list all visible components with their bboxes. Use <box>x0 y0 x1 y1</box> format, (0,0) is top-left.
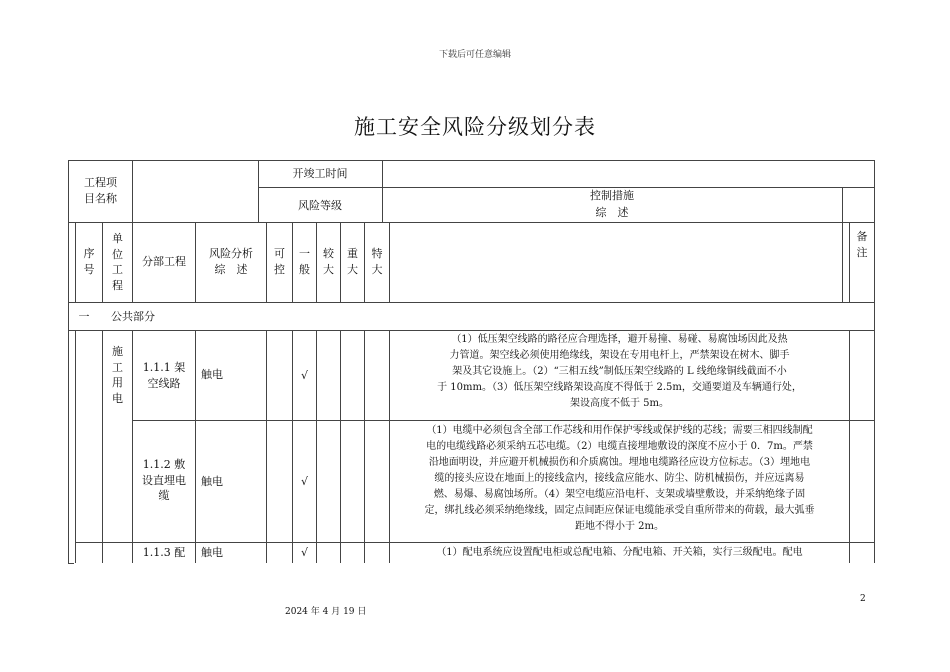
row-sub-project: 1.1.2 敷 设直埋电 缆 <box>142 458 186 502</box>
risk-level-label: 风险等级 <box>298 199 342 212</box>
section-number: 一 <box>78 310 90 323</box>
row-risk: 触电 <box>201 546 223 559</box>
header-seq: 序 号 <box>83 247 95 276</box>
header-major: 重 大 <box>347 247 358 276</box>
row-measures: （1）低压架空线路的路径应合理选择，避开易撞、易碰、易腐蚀场因此及热 力管道。架空线必须使用绝缘线，架设在专用电杆上，严禁架设在树木、脚手 架及其它设施上。（2）“三相五线”制低压架空线路的 L 线绝缘铜线截面不小 于 10mm。（3）低压架空线路架设高度不得低于 2.5m，交通要道及车辆通行处， 架设高度不低于 5m。 <box>437 334 802 409</box>
header-remark: 备 注 <box>856 230 868 259</box>
section-label: 公共部分 <box>111 310 155 323</box>
header-larger: 较 大 <box>323 247 334 276</box>
unit-name: 施 工 用 电 <box>112 345 123 405</box>
row-level-mark: √ <box>300 369 308 382</box>
control-measures-label: 控制措施 <box>590 189 634 202</box>
row-sub-project: 1.1.3 配 <box>142 546 186 559</box>
row-risk: 触电 <box>201 368 223 381</box>
header-unit: 单 位 工 程 <box>112 232 123 292</box>
row-measures: （1）电缆中必须包含全部工作芯线和用作保护零线或保护线的芯线；需要三相四线制配 电的电缆线路必须采纳五芯电缆。（2）电缆直接埋地敷设的深度不应小于 0．7m。严禁 沿地面明设，并应避开机械损伤和介质腐蚀。埋地电缆路径应设方位标志。（3）埋地电 缆的接头应设在地面上的接线盒内，接线盒应能水、防尘、防机械损伤，并应远离易 燃、易爆、易腐蚀场所。（4）架空电缆应沿电杆、支架或墙壁敷设，并采纳绝缘子固 定，绑扎线必须采纳绝缘线，固定点间距应保证电缆能承受自重所带来的荷载，最大弧垂 距地不得小于 2m。 <box>424 425 815 532</box>
row-sub-project: 1.1.1 架 空线路 <box>142 361 186 390</box>
summary-label: 综 述 <box>595 206 629 219</box>
row-measures: （1）配电系统应设置配电柜或总配电箱、分配电箱、开关箱，实行三级配电。配电 <box>436 547 803 558</box>
header-controllable: 可 控 <box>274 247 285 276</box>
page-number: 2 <box>860 594 866 604</box>
header-general: 一 般 <box>299 247 310 276</box>
page-title: 施工安全风险分级划分表 <box>354 115 596 139</box>
header-extra-major: 特 大 <box>371 247 383 276</box>
row-level-mark: √ <box>300 546 308 559</box>
project-name-label: 工程项 目名称 <box>84 176 117 205</box>
document-date: 2024 年 4 月 19 日 <box>285 607 367 617</box>
start-end-time-label: 开竣工时间 <box>292 167 348 180</box>
header-note: 下载后可任意编辑 <box>438 50 511 60</box>
row-risk: 触电 <box>201 475 223 488</box>
row-level-mark: √ <box>300 475 308 488</box>
header-sub: 分部工程 <box>142 255 186 268</box>
header-risk: 风险分析 综 述 <box>209 247 253 276</box>
